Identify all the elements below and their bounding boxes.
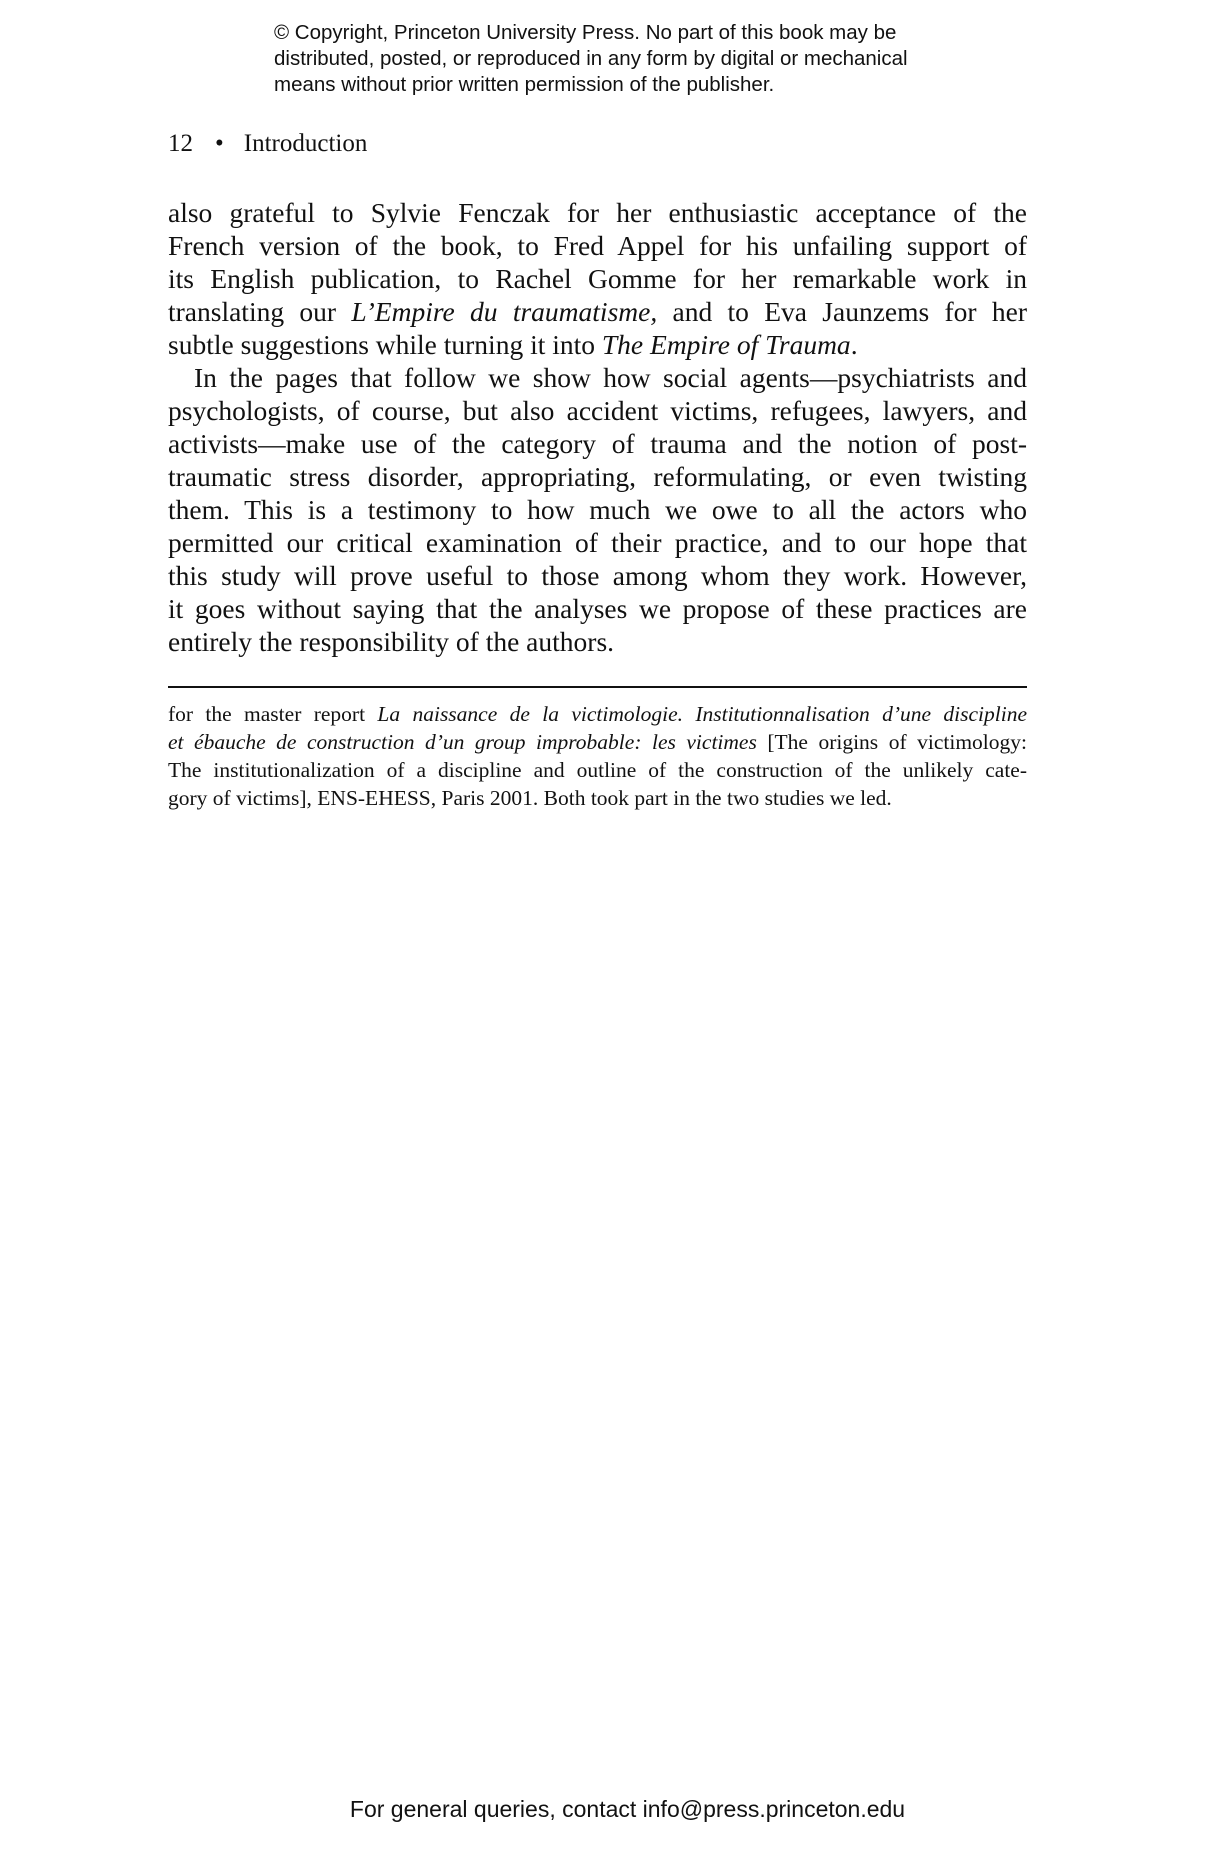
footer-contact bbox=[0, 1795, 1225, 1823]
text-line bbox=[168, 328, 1027, 361]
section-title: Introduction bbox=[243, 130, 368, 157]
copyright-line: © Copyright, Princeton University Press. No part of this book may be bbox=[274, 21, 897, 44]
footnote bbox=[168, 700, 1027, 812]
text-line: entirely the responsibility of the authors. bbox=[168, 626, 615, 657]
copyright-line: distributed, posted, or reproduced in any form by digital or mechanical bbox=[274, 47, 908, 70]
book-title: The Empire of Trauma bbox=[601, 329, 851, 360]
text-segment: and to Eva Jaunzems for her bbox=[657, 296, 1027, 327]
text-line: also grateful to Sylvie Fenczak for her enthusiastic acceptance of the bbox=[168, 197, 1027, 228]
text-line bbox=[168, 295, 1027, 328]
bullet-separator: • bbox=[215, 130, 224, 157]
footnote-line bbox=[168, 700, 1027, 728]
footer-text: For general queries, contact info@press.princeton.edu bbox=[349, 1796, 906, 1822]
text-segment: subtle suggestions while turning it into bbox=[168, 329, 602, 360]
running-head bbox=[168, 129, 367, 159]
text-line: them. This is a testimony to how much we owe to all the actors who bbox=[168, 494, 1027, 525]
text-line: traumatic stress disorder, appropriating, reformulating, or even twisting bbox=[168, 461, 1027, 492]
text-line: French version of the book, to Fred Appel for his unfailing support of bbox=[168, 230, 1027, 261]
text-line: activists—make use of the category of trauma and the notion of post- bbox=[168, 428, 1027, 459]
text-line: In the pages that follow we show how social agents—psychiatrists and bbox=[194, 362, 1027, 393]
page-number: 12 bbox=[168, 130, 193, 157]
text-segment: . bbox=[850, 329, 858, 360]
copyright-line: means without prior written permission of the publisher. bbox=[274, 73, 775, 96]
text-segment: translating our bbox=[168, 296, 352, 327]
body-text bbox=[168, 196, 1027, 658]
text-line: this study will prove useful to those among whom they work. However, bbox=[168, 560, 1027, 591]
text-line: psychologists, of course, but also accident victims, refugees, lawyers, and bbox=[168, 395, 1027, 426]
report-title: La naissance de la victimologie. Institutionnalisation d’une discipline bbox=[377, 702, 1027, 726]
report-title: et ébauche de construction d’un group improbable: les victimes bbox=[168, 730, 757, 754]
text-segment: for the master report bbox=[168, 702, 378, 726]
copyright-notice bbox=[274, 20, 994, 98]
footnote-rule bbox=[168, 686, 1027, 688]
text-line: permitted our critical examination of their practice, and to our hope that bbox=[168, 527, 1027, 558]
text-line: its English publication, to Rachel Gomme for her remarkable work in bbox=[168, 263, 1027, 294]
footnote-line bbox=[168, 728, 1027, 756]
text-segment: [The origins of victimology: bbox=[756, 730, 1027, 754]
footnote-line: gory of victims], ENS-EHESS, Paris 2001. Both took part in the two studies we led. bbox=[168, 786, 892, 810]
text-line: it goes without saying that the analyses we propose of these practices are bbox=[168, 593, 1027, 624]
footnote-line: The institutionalization of a discipline and outline of the construction of the unlikely cate- bbox=[168, 758, 1027, 782]
book-title: L’Empire du traumatisme, bbox=[351, 296, 658, 327]
